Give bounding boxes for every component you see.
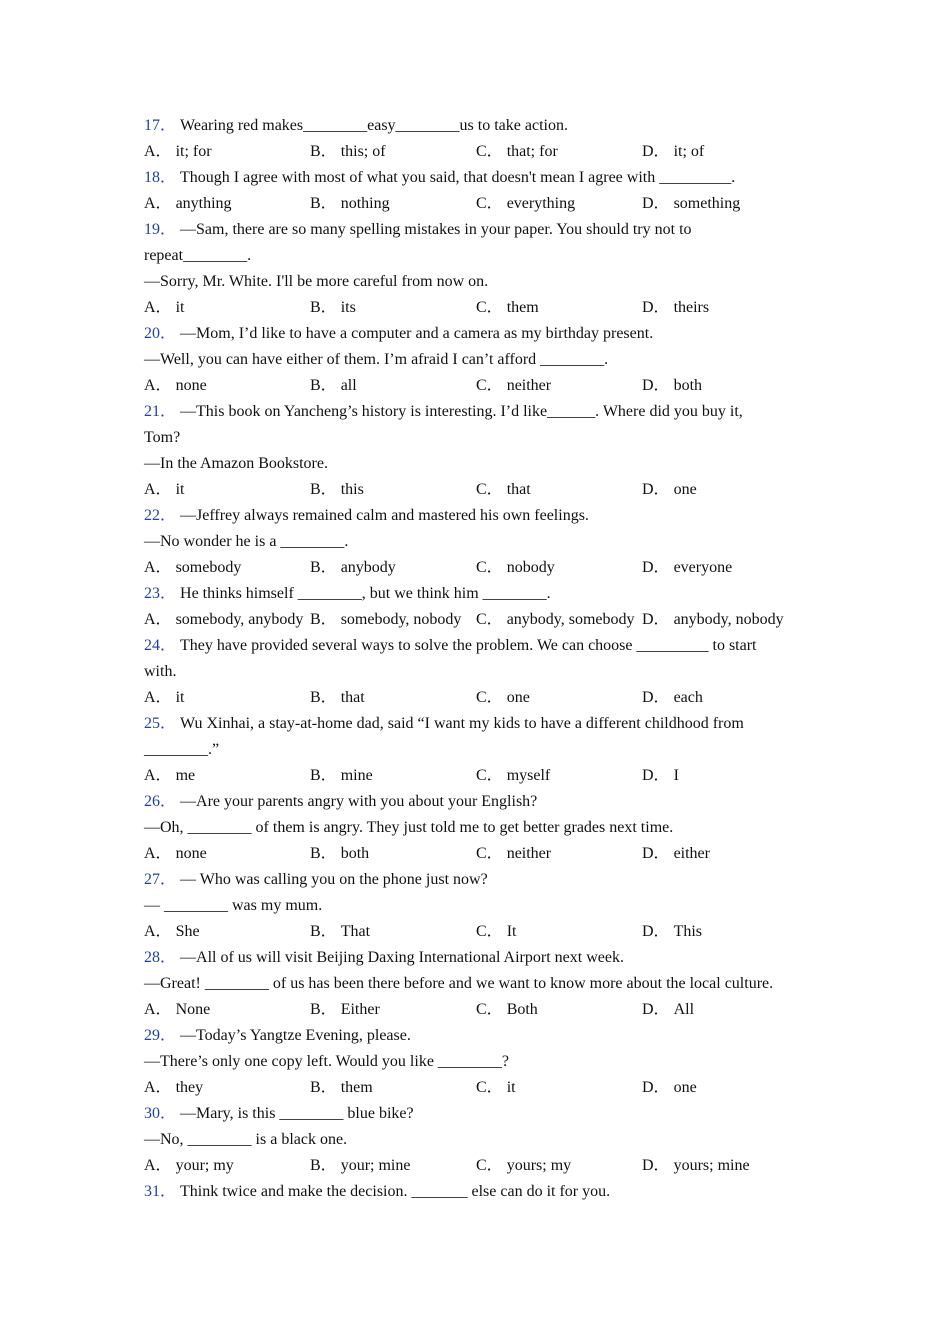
option-letter: C． [476, 689, 503, 706]
option-letter: C． [476, 559, 503, 576]
option-letter: C． [476, 923, 503, 940]
option-text: me [175, 767, 196, 784]
question-text: He thinks himself ________, but we think him ________. [180, 585, 551, 602]
option-letter: D． [642, 559, 670, 576]
answer-option-d[interactable] [642, 1075, 808, 1101]
answer-option-b[interactable] [310, 997, 476, 1023]
answer-option-b[interactable] [310, 477, 476, 503]
option-text: None [175, 1001, 211, 1018]
option-text: yours; mine [673, 1157, 750, 1174]
option-text: that [340, 689, 365, 706]
question-text: —All of us will visit Beijing Daxing International Airport next week. [180, 949, 624, 966]
question-block [144, 503, 824, 581]
option-letter: A． [144, 689, 172, 706]
option-text: somebody [175, 559, 242, 576]
answer-option-c[interactable] [476, 1153, 642, 1179]
question-line [144, 971, 824, 997]
option-text: Either [340, 1001, 380, 1018]
option-text: That [340, 923, 371, 940]
option-text: one [673, 1079, 697, 1096]
question-line [144, 1049, 824, 1075]
answer-option-b[interactable] [310, 295, 476, 321]
answer-options [144, 841, 824, 867]
option-text: neither [506, 377, 552, 394]
question-stem [144, 113, 824, 139]
option-text: all [340, 377, 357, 394]
option-text: it [175, 299, 185, 316]
option-text: Both [506, 1001, 538, 1018]
answer-option-d[interactable] [642, 1153, 808, 1179]
option-letter: D． [642, 611, 670, 628]
option-letter: B． [310, 1079, 337, 1096]
answer-options [144, 555, 824, 581]
option-text: it [506, 1079, 516, 1096]
question-line [144, 269, 824, 295]
answer-options [144, 295, 824, 321]
question-stem [144, 1023, 824, 1049]
option-text: something [673, 195, 741, 212]
option-text: mine [340, 767, 373, 784]
option-letter: C． [476, 299, 503, 316]
option-text: All [673, 1001, 695, 1018]
question-list [144, 113, 824, 1205]
answer-option-c[interactable] [476, 139, 642, 165]
question-stem [144, 711, 824, 737]
question-number: 21． [144, 403, 177, 420]
option-text: anybody, somebody [506, 611, 635, 628]
question-line [144, 659, 824, 685]
answer-option-b[interactable] [310, 841, 476, 867]
question-text: —Today’s Yangtze Evening, please. [180, 1027, 411, 1044]
question-stem [144, 581, 824, 607]
option-text: this [340, 481, 364, 498]
answer-option-a[interactable] [144, 191, 310, 217]
question-number: 20． [144, 325, 177, 342]
question-line [144, 737, 824, 763]
option-text: It [506, 923, 517, 940]
option-letter: B． [310, 845, 337, 862]
option-text: one [506, 689, 530, 706]
option-text: one [673, 481, 697, 498]
option-letter: C． [476, 481, 503, 498]
question-text: —Sam, there are so many spelling mistakes in your paper. You should try not to [180, 221, 692, 238]
question-stem [144, 1101, 824, 1127]
option-letter: B． [310, 195, 337, 212]
option-letter: B． [310, 1157, 337, 1174]
answer-option-a[interactable] [144, 841, 310, 867]
option-letter: A． [144, 299, 172, 316]
option-letter: A． [144, 1001, 172, 1018]
answer-option-a[interactable] [144, 607, 310, 633]
option-letter: C． [476, 1001, 503, 1018]
question-block [144, 945, 824, 1023]
answer-options [144, 373, 824, 399]
option-letter: D． [642, 845, 670, 862]
question-block [144, 217, 824, 321]
option-text: none [175, 377, 207, 394]
question-number: 27． [144, 871, 177, 888]
question-number: 28． [144, 949, 177, 966]
answer-option-d[interactable] [642, 191, 808, 217]
answer-option-d[interactable] [642, 295, 808, 321]
answer-option-c[interactable] [476, 295, 642, 321]
option-letter: B． [310, 143, 337, 160]
option-letter: C． [476, 845, 503, 862]
question-block [144, 1179, 824, 1205]
question-text: — Who was calling you on the phone just now? [180, 871, 488, 888]
option-letter: D． [642, 195, 670, 212]
option-text: none [175, 845, 207, 862]
question-text: —This book on Yancheng’s history is interesting. I’d like______. Where did you buy it, [180, 403, 743, 420]
option-text: nobody [506, 559, 555, 576]
question-stem [144, 945, 824, 971]
question-number: 17． [144, 117, 177, 134]
answer-option-b[interactable] [310, 919, 476, 945]
question-stem [144, 867, 824, 893]
question-block [144, 789, 824, 867]
question-line [144, 347, 824, 373]
option-letter: B． [310, 299, 337, 316]
option-text: it [175, 481, 185, 498]
question-text: —Mary, is this ________ blue bike? [180, 1105, 414, 1122]
answer-option-c[interactable] [476, 373, 642, 399]
answer-option-c[interactable] [476, 763, 642, 789]
answer-option-c[interactable] [476, 555, 642, 581]
option-letter: D． [642, 1157, 670, 1174]
answer-option-a[interactable] [144, 1075, 310, 1101]
option-letter: A． [144, 923, 172, 940]
answer-option-d[interactable] [642, 763, 808, 789]
question-block [144, 581, 824, 633]
option-text: everyone [673, 559, 733, 576]
question-text: —No, ________ is a black one. [144, 1131, 348, 1148]
answer-option-d[interactable] [642, 555, 808, 581]
answer-option-d[interactable] [642, 477, 808, 503]
question-stem [144, 399, 824, 425]
option-letter: B． [310, 611, 337, 628]
answer-option-a[interactable] [144, 555, 310, 581]
question-text: Though I agree with most of what you said, that doesn't mean I agree with _________. [180, 169, 736, 186]
question-number: 22． [144, 507, 177, 524]
option-letter: A． [144, 195, 172, 212]
answer-option-c[interactable] [476, 477, 642, 503]
answer-option-b[interactable] [310, 373, 476, 399]
question-number: 23． [144, 585, 177, 602]
question-block [144, 399, 824, 503]
answer-option-d[interactable] [642, 919, 808, 945]
answer-option-b[interactable] [310, 607, 476, 633]
question-text: — ________ was my mum. [144, 897, 323, 914]
option-letter: A． [144, 1079, 172, 1096]
question-text: —There’s only one copy left. Would you like ________? [144, 1053, 510, 1070]
answer-option-b[interactable] [310, 191, 476, 217]
option-text: anybody [340, 559, 396, 576]
option-letter: B． [310, 689, 337, 706]
question-number: 26． [144, 793, 177, 810]
option-text: anything [175, 195, 232, 212]
question-line [144, 243, 824, 269]
question-number: 18． [144, 169, 177, 186]
option-text: them [340, 1079, 373, 1096]
answer-options [144, 1075, 824, 1101]
answer-option-a[interactable] [144, 685, 310, 711]
question-number: 30． [144, 1105, 177, 1122]
option-letter: D． [642, 1001, 670, 1018]
option-letter: C． [476, 143, 503, 160]
answer-option-d[interactable] [642, 607, 808, 633]
question-line [144, 451, 824, 477]
question-line [144, 1127, 824, 1153]
answer-option-c[interactable] [476, 919, 642, 945]
answer-options [144, 1153, 824, 1179]
option-letter: A． [144, 1157, 172, 1174]
option-text: either [673, 845, 710, 862]
question-text: ________.” [144, 741, 220, 758]
question-line [144, 893, 824, 919]
answer-option-c[interactable] [476, 841, 642, 867]
answer-option-c[interactable] [476, 607, 642, 633]
option-text: somebody, anybody [175, 611, 304, 628]
question-text: —Great! ________ of us has been there before and we want to know more about the local culture. [144, 975, 774, 992]
option-text: This [673, 923, 703, 940]
question-text: —Oh, ________ of them is angry. They just told me to get better grades next time. [144, 819, 674, 836]
option-text: that [506, 481, 531, 498]
option-letter: A． [144, 767, 172, 784]
question-line [144, 425, 824, 451]
question-number: 24． [144, 637, 177, 654]
answer-options [144, 607, 824, 633]
answer-option-d[interactable] [642, 685, 808, 711]
answer-option-c[interactable] [476, 997, 642, 1023]
option-letter: D． [642, 377, 670, 394]
option-letter: B． [310, 767, 337, 784]
option-letter: D． [642, 299, 670, 316]
option-letter: D． [642, 481, 670, 498]
option-letter: C． [476, 1079, 503, 1096]
option-letter: C． [476, 195, 503, 212]
option-letter: A． [144, 559, 172, 576]
answer-options [144, 685, 824, 711]
option-text: somebody, nobody [340, 611, 462, 628]
answer-option-b[interactable] [310, 1075, 476, 1101]
option-letter: B． [310, 377, 337, 394]
question-block [144, 1023, 824, 1101]
question-number: 31． [144, 1183, 177, 1200]
option-letter: A． [144, 481, 172, 498]
option-text: it; for [175, 143, 212, 160]
answer-options [144, 139, 824, 165]
question-line [144, 815, 824, 841]
answer-option-d[interactable] [642, 997, 808, 1023]
option-text: each [673, 689, 703, 706]
answer-option-c[interactable] [476, 1075, 642, 1101]
answer-option-a[interactable] [144, 997, 310, 1023]
question-line [144, 529, 824, 555]
answer-option-d[interactable] [642, 841, 808, 867]
question-text: They have provided several ways to solve the problem. We can choose _________ to start [180, 637, 757, 654]
question-stem [144, 321, 824, 347]
option-letter: C． [476, 377, 503, 394]
answer-option-a[interactable] [144, 919, 310, 945]
question-text: —Well, you can have either of them. I’m afraid I can’t afford ________. [144, 351, 609, 368]
question-text: Wu Xinhai, a stay-at-home dad, said “I want my kids to have a different childhood from [180, 715, 744, 732]
option-letter: D． [642, 767, 670, 784]
option-text: She [175, 923, 200, 940]
option-text: yours; my [506, 1157, 572, 1174]
question-block [144, 321, 824, 399]
question-stem [144, 789, 824, 815]
question-stem [144, 633, 824, 659]
option-text: everything [506, 195, 576, 212]
option-letter: A． [144, 845, 172, 862]
option-text: anybody, nobody [673, 611, 784, 628]
answer-option-d[interactable] [642, 373, 808, 399]
question-stem [144, 503, 824, 529]
answer-option-a[interactable] [144, 1153, 310, 1179]
option-letter: A． [144, 377, 172, 394]
option-text: neither [506, 845, 552, 862]
question-text: Think twice and make the decision. _______ else can do it for you. [180, 1183, 611, 1200]
option-letter: D． [642, 143, 670, 160]
question-block [144, 1101, 824, 1179]
answer-option-d[interactable] [642, 139, 808, 165]
answer-option-a[interactable] [144, 295, 310, 321]
answer-option-a[interactable] [144, 477, 310, 503]
option-letter: D． [642, 1079, 670, 1096]
option-text: both [340, 845, 370, 862]
question-text: —Sorry, Mr. White. I'll be more careful from now on. [144, 273, 489, 290]
question-block [144, 867, 824, 945]
option-text: nothing [340, 195, 390, 212]
option-text: your; mine [340, 1157, 411, 1174]
answer-options [144, 997, 824, 1023]
question-text: with. [144, 663, 177, 680]
answer-option-b[interactable] [310, 763, 476, 789]
answer-option-b[interactable] [310, 139, 476, 165]
option-letter: B． [310, 923, 337, 940]
answer-option-a[interactable] [144, 139, 310, 165]
question-text: Wearing red makes________easy________us to take action. [180, 117, 568, 134]
option-text: its [340, 299, 356, 316]
option-text: both [673, 377, 703, 394]
answer-option-b[interactable] [310, 685, 476, 711]
option-letter: B． [310, 481, 337, 498]
answer-option-a[interactable] [144, 373, 310, 399]
option-text: theirs [673, 299, 710, 316]
answer-option-b[interactable] [310, 555, 476, 581]
option-letter: A． [144, 143, 172, 160]
question-number: 25． [144, 715, 177, 732]
option-letter: C． [476, 611, 503, 628]
answer-options [144, 919, 824, 945]
question-block [144, 113, 824, 165]
option-letter: B． [310, 1001, 337, 1018]
question-stem [144, 217, 824, 243]
question-text: —Jeffrey always remained calm and mastered his own feelings. [180, 507, 589, 524]
answer-option-a[interactable] [144, 763, 310, 789]
question-text: —In the Amazon Bookstore. [144, 455, 328, 472]
option-text: myself [506, 767, 551, 784]
question-block [144, 711, 824, 789]
answer-options [144, 191, 824, 217]
question-block [144, 633, 824, 711]
answer-option-c[interactable] [476, 191, 642, 217]
option-text: them [506, 299, 539, 316]
question-stem [144, 1179, 824, 1205]
option-letter: B． [310, 559, 337, 576]
answer-options [144, 477, 824, 503]
option-text: this; of [340, 143, 386, 160]
question-block [144, 165, 824, 217]
question-stem [144, 165, 824, 191]
question-text: repeat________. [144, 247, 252, 264]
option-letter: A． [144, 611, 172, 628]
option-letter: C． [476, 1157, 503, 1174]
question-text: —Mom, I’d like to have a computer and a camera as my birthday present. [180, 325, 654, 342]
option-text: they [175, 1079, 204, 1096]
option-text: your; my [175, 1157, 234, 1174]
answer-option-b[interactable] [310, 1153, 476, 1179]
question-number: 19． [144, 221, 177, 238]
option-text: it; of [673, 143, 705, 160]
answer-option-c[interactable] [476, 685, 642, 711]
option-text: that; for [506, 143, 558, 160]
option-letter: D． [642, 689, 670, 706]
question-text: —No wonder he is a ________. [144, 533, 349, 550]
option-letter: D． [642, 923, 670, 940]
answer-options [144, 763, 824, 789]
question-text: —Are your parents angry with you about your English? [180, 793, 538, 810]
option-letter: C． [476, 767, 503, 784]
question-number: 29． [144, 1027, 177, 1044]
question-text: Tom? [144, 429, 181, 446]
option-text: it [175, 689, 185, 706]
option-text: I [673, 767, 679, 784]
